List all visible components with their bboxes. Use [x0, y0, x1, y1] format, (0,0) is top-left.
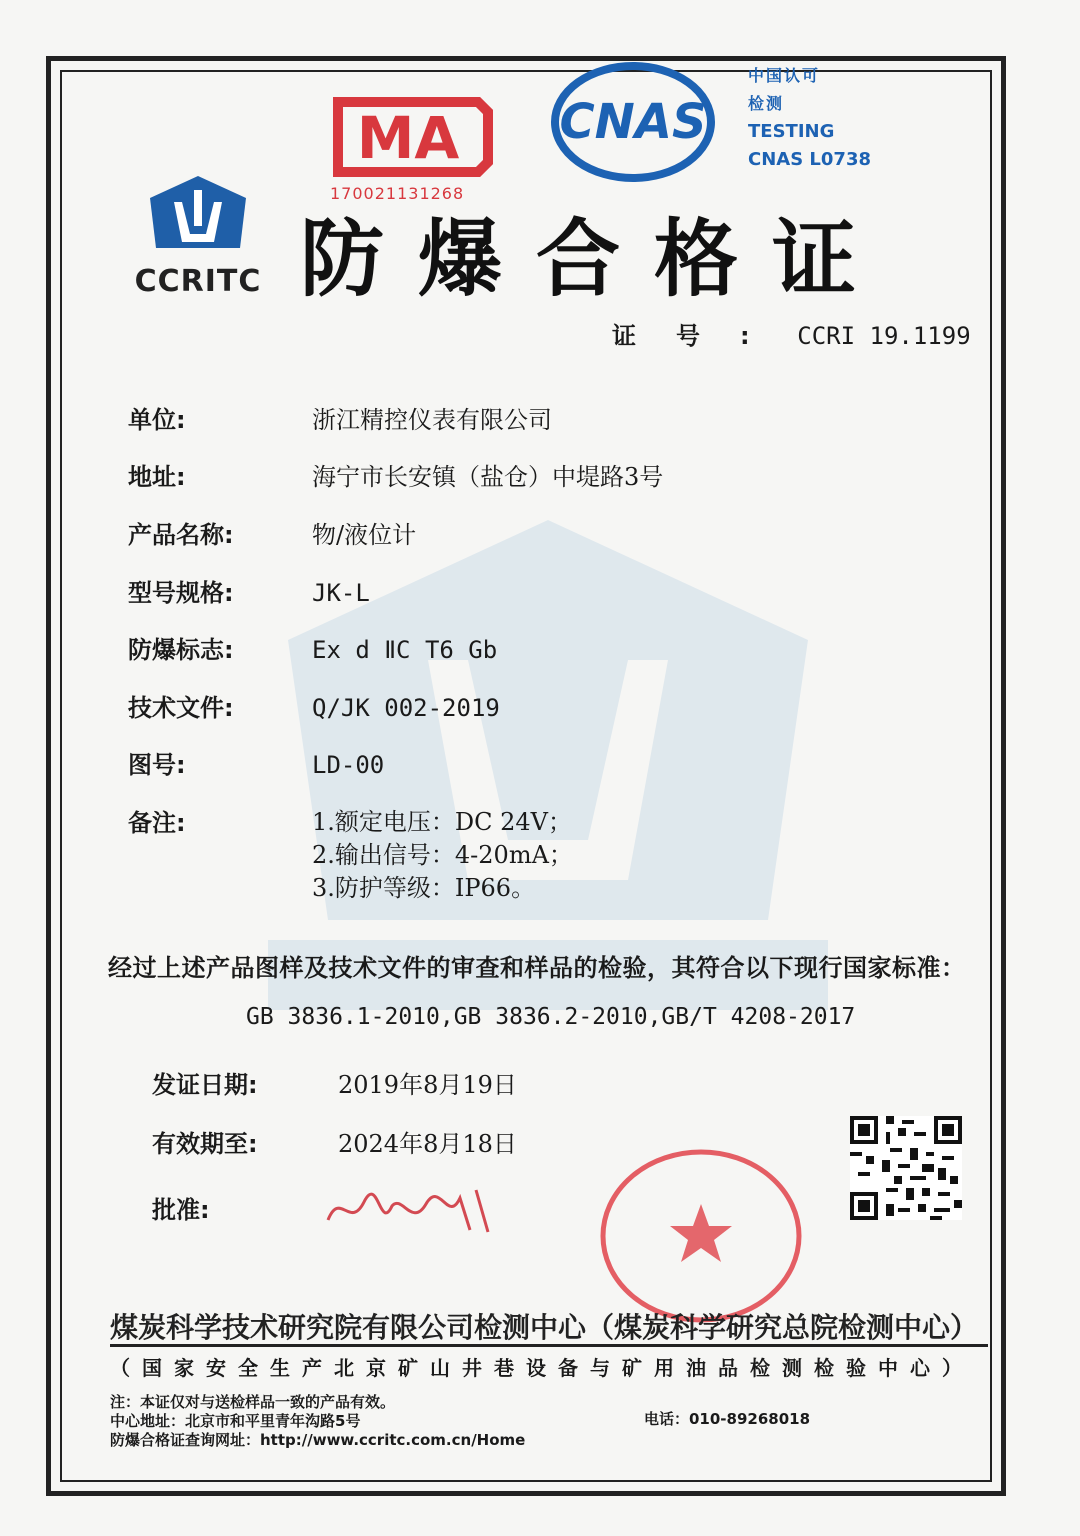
expiry-date-label: 有效期至: — [152, 1130, 258, 1158]
field-row-model — [128, 573, 370, 613]
approver-label: 批准: — [152, 1196, 210, 1224]
field-label: 单位: — [128, 406, 186, 434]
field-label: 地址: — [128, 463, 186, 491]
standards-list: GB 3836.1-2010,GB 3836.2-2010,GB/T 4208-2017 — [246, 1004, 856, 1030]
cnas-logo — [548, 62, 718, 182]
issue-date-value: 2019年8月19日 — [338, 1071, 517, 1099]
official-seal — [596, 1146, 806, 1326]
cnas-line-3: TESTING — [748, 121, 835, 142]
field-value-tech-doc: Q/JK 002-2019 — [312, 694, 500, 722]
field-row-tech-doc — [128, 688, 500, 728]
field-row-unit — [128, 400, 552, 440]
remark-item: 3.防护等级：IP66。 — [312, 874, 536, 902]
field-value-model: JK-L — [312, 579, 370, 607]
field-row-product-name — [128, 515, 417, 555]
cnas-logo-text: CNAS — [559, 94, 707, 150]
field-value-product-name: 物/液位计 — [312, 521, 417, 549]
field-row-drawing-no — [128, 745, 385, 785]
issuer-divider — [110, 1344, 988, 1347]
field-label: 型号规格: — [128, 579, 234, 607]
issuer-sub-name: （国家安全生产北京矿山井巷设备与矿用油品检测检验中心） — [110, 1356, 974, 1380]
footer-query-site: 防爆合格证查询网址：http://www.ccritc.com.cn/Home — [110, 1431, 526, 1449]
expiry-date-value: 2024年8月18日 — [338, 1130, 517, 1158]
conformity-statement: 经过上述产品图样及技术文件的审查和样品的检验，其符合以下现行国家标准： — [108, 954, 966, 982]
field-value-ex-marking: Ex d ⅡC T6 Gb — [312, 636, 498, 664]
cnas-accreditation-text — [748, 62, 871, 174]
field-label: 产品名称: — [128, 521, 234, 549]
footer-address: 中心地址：北京市和平里青年沟路5号 — [110, 1412, 361, 1430]
field-value-drawing-no: LD-00 — [312, 751, 385, 779]
field-value-unit: 浙江精控仪表有限公司 — [312, 406, 552, 434]
approver-signature — [320, 1180, 500, 1240]
cma-logo-text: MA — [356, 104, 460, 172]
ccritc-logo — [128, 172, 268, 302]
remark-item: 2.输出信号：4-20mA； — [312, 841, 573, 869]
certificate-title: 防爆合格证 — [300, 210, 891, 308]
remark-item: 1.额定电压：DC 24V； — [312, 808, 573, 836]
field-label: 图号: — [128, 751, 186, 779]
certificate-number-value: CCRI 19.1199 — [797, 322, 971, 350]
field-value-address: 海宁市长安镇（盐仓）中堤路3号 — [312, 463, 664, 491]
footer-phone: 电话：010-89268018 — [644, 1410, 811, 1428]
remarks-list — [312, 806, 573, 905]
issue-date-row — [152, 1065, 517, 1105]
cnas-line-1: 中国认可 — [748, 66, 821, 85]
field-row-ex-marking — [128, 630, 498, 670]
cma-logo — [328, 92, 498, 182]
field-label: 技术文件: — [128, 694, 234, 722]
issue-date-label: 发证日期: — [152, 1071, 258, 1099]
issuer-name: 煤炭科学技术研究院有限公司检测中心（煤炭科学研究总院检测中心） — [110, 1311, 979, 1344]
expiry-date-row — [152, 1124, 517, 1164]
cnas-line-4: CNAS L0738 — [748, 149, 872, 170]
footer-note: 注：本证仅对与送检样品一致的产品有效。 — [110, 1393, 396, 1411]
field-label: 备注: — [128, 809, 186, 837]
certificate-number-label: 证号: — [612, 322, 790, 350]
field-row-address — [128, 457, 664, 497]
ccritc-wordmark: CCRITC — [134, 264, 262, 299]
certificate-number — [612, 316, 971, 351]
approver-row — [152, 1190, 334, 1230]
verification-qr-code — [850, 1116, 962, 1220]
cnas-line-2: 检测 — [748, 94, 785, 113]
ccritc-emblem-icon — [142, 172, 254, 262]
footer-notes — [110, 1393, 525, 1450]
field-row-remarks — [128, 803, 308, 843]
cma-number: 170021131268 — [330, 184, 465, 203]
field-label: 防爆标志: — [128, 636, 234, 664]
